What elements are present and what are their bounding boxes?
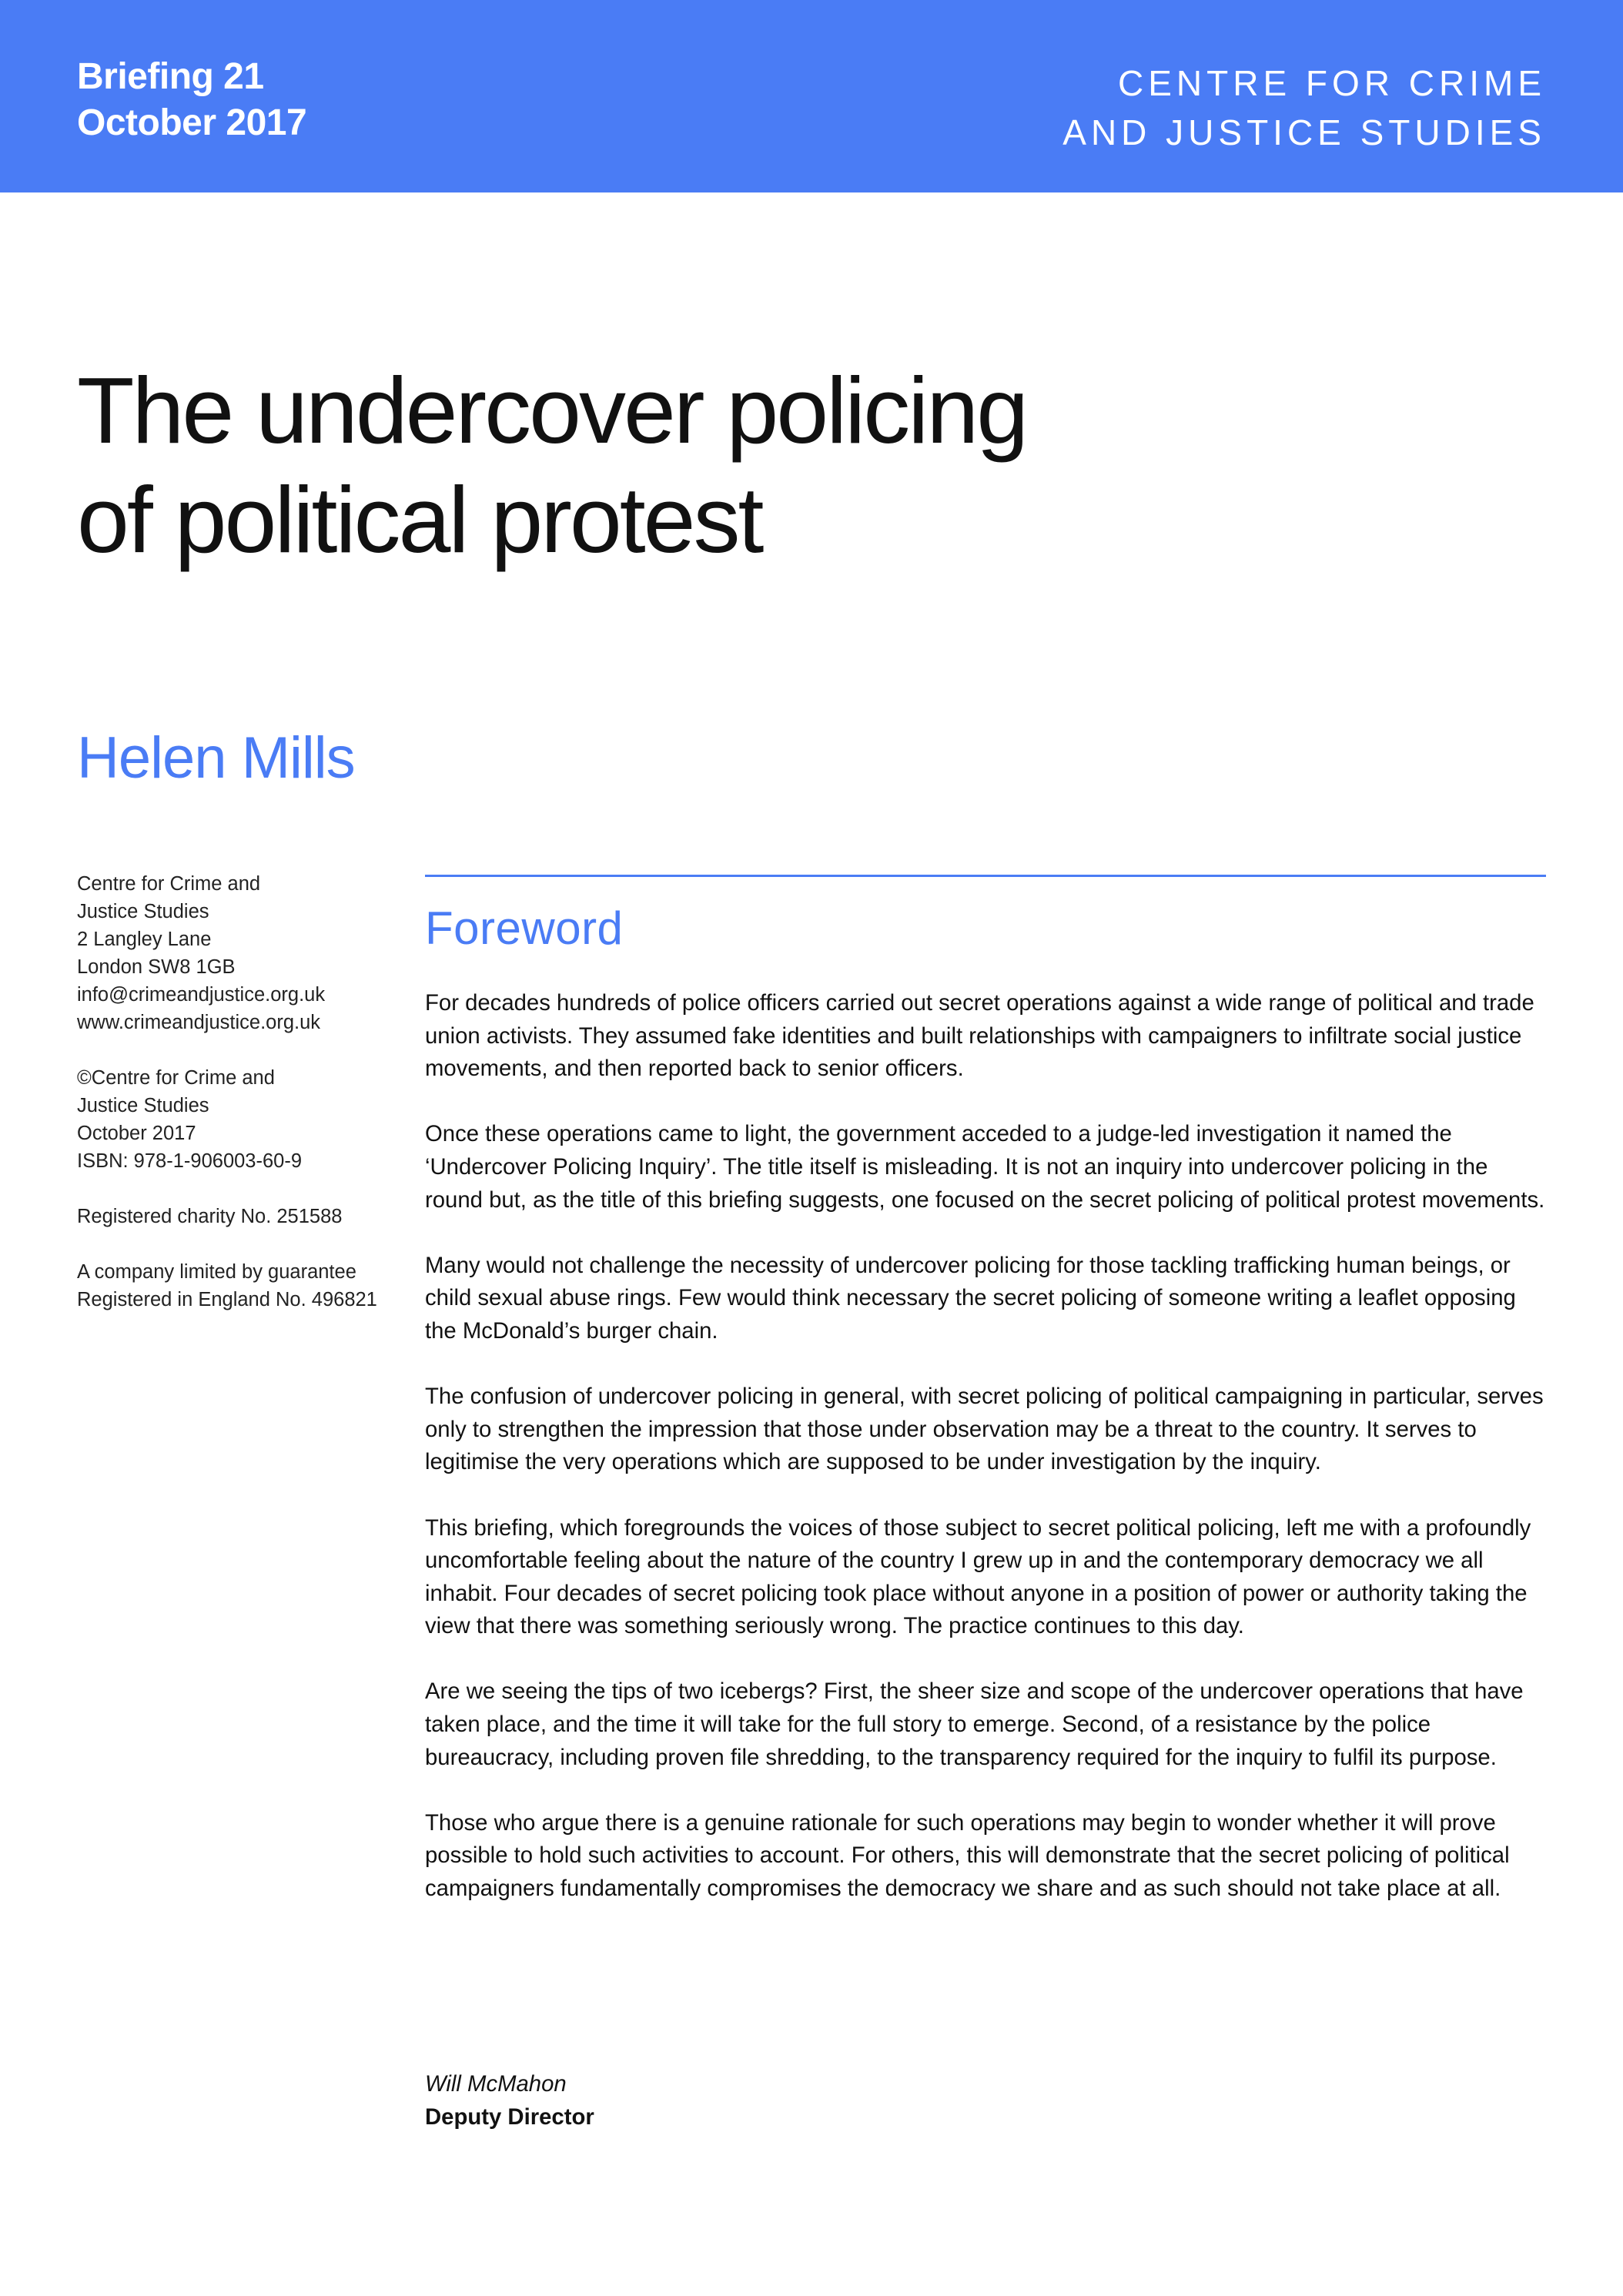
org-name-line2: AND JUSTICE STUDIES [1062,112,1546,152]
organisation-name [1062,59,1546,157]
address-line: Centre for Crime and [77,873,261,895]
foreword-paragraph: Are we seeing the tips of two icebergs? First, the sheer size and scope of the undercover operations that have taken place, and the time it will take for the full story to emerge. Second, of a resistance by the police bureaucracy, including proven file shredding, to the transparency required for the inquiry to fulfil its purpose. [425,1678,1524,1770]
company-block [77,1258,400,1314]
website-text: www.crimeandjustice.org.uk [77,1012,321,1033]
briefing-meta [77,54,306,146]
foreword-paragraph: Once these operations came to light, the government acceded to a judge-led investigation it named the ‘Undercover Policing Inquiry’. The title itself is misleading. It is not an inquiry into undercover policing in the round but, as the title of this briefing suggests, one focused on the secret policing of political protest movements. [425,1121,1545,1213]
foreword-paragraph: The confusion of undercover policing in general, with secret policing of political campaigning in particular, serves only to strengthen the impression that those under observation may be a threat to the country. It serves to legitimise the very operations which are supposed to be under investigation by the inquiry. [425,1384,1544,1475]
title-line2: of political protest [77,467,762,572]
email-text: info@crimeandjustice.org.uk [77,984,326,1006]
address-line: London SW8 1GB [77,956,236,978]
title-line1: The undercover policing [77,358,1027,463]
foreword-paragraph: Many would not challenge the necessity of undercover policing for those tackling trafficking human beings, or child sexual abuse rings. Few would think necessary the secret policing of someone writing a leaflet opposing the McDonald’s burger chain. [425,1252,1516,1344]
briefing-number: Briefing 21 [77,56,264,97]
signature-block [425,2068,594,2134]
copyright-line: ©Centre for Crime and [77,1067,275,1089]
header-band [0,0,1623,192]
sidebar-info [77,870,400,1341]
address-line: 2 Langley Lane [77,929,212,950]
section-divider [425,875,1546,877]
foreword-paragraph: Those who argue there is a genuine rationale for such operations may begin to wonder whether it will prove possible to hold such activities to account. For others, this will demonstrate that the secret policing of political campaigners fundamentally compromises the democracy we share and as such should not take place at all. [425,1809,1510,1902]
company-line: Registered in England No. 496821 [77,1289,377,1310]
copyright-block [77,1064,400,1175]
address-line: Justice Studies [77,901,209,922]
foreword-heading: Foreword [425,902,624,954]
signature-name: Will McMahon [425,2071,567,2097]
org-name-line1: CENTRE FOR CRIME [1118,63,1546,103]
copyright-line: Justice Studies [77,1095,209,1116]
foreword-body [425,987,1549,1938]
briefing-date: October 2017 [77,102,307,143]
foreword-paragraph: This briefing, which foregrounds the voices of those subject to secret political policing, left me with a profoundly uncomfortable feeling about the nature of the country I grew up in and the contemporary democracy we all inhabit. Four decades of secret policing took place without anyone in a position of power or authority taking the view that there was something seriously wrong. The practice continues to this day. [425,1514,1531,1639]
author-name: Helen Mills [77,725,355,791]
foreword-paragraph: For decades hundreds of police officers carried out secret operations against a wide range of political and trade union activists. They assumed fake identities and built relationships with campaigners to infiltrate social justice movements, and then reported back to senior officers. [425,990,1534,1082]
address-block [77,870,400,1036]
charity-number: Registered charity No. 251588 [77,1206,343,1227]
document-title [77,356,1232,574]
company-line: A company limited by guarantee [77,1261,356,1283]
isbn-text: ISBN: 978-1-906003-60-9 [77,1150,303,1172]
copyright-line: October 2017 [77,1123,196,1144]
charity-block [77,1203,400,1230]
signature-role: Deputy Director [425,2104,594,2130]
